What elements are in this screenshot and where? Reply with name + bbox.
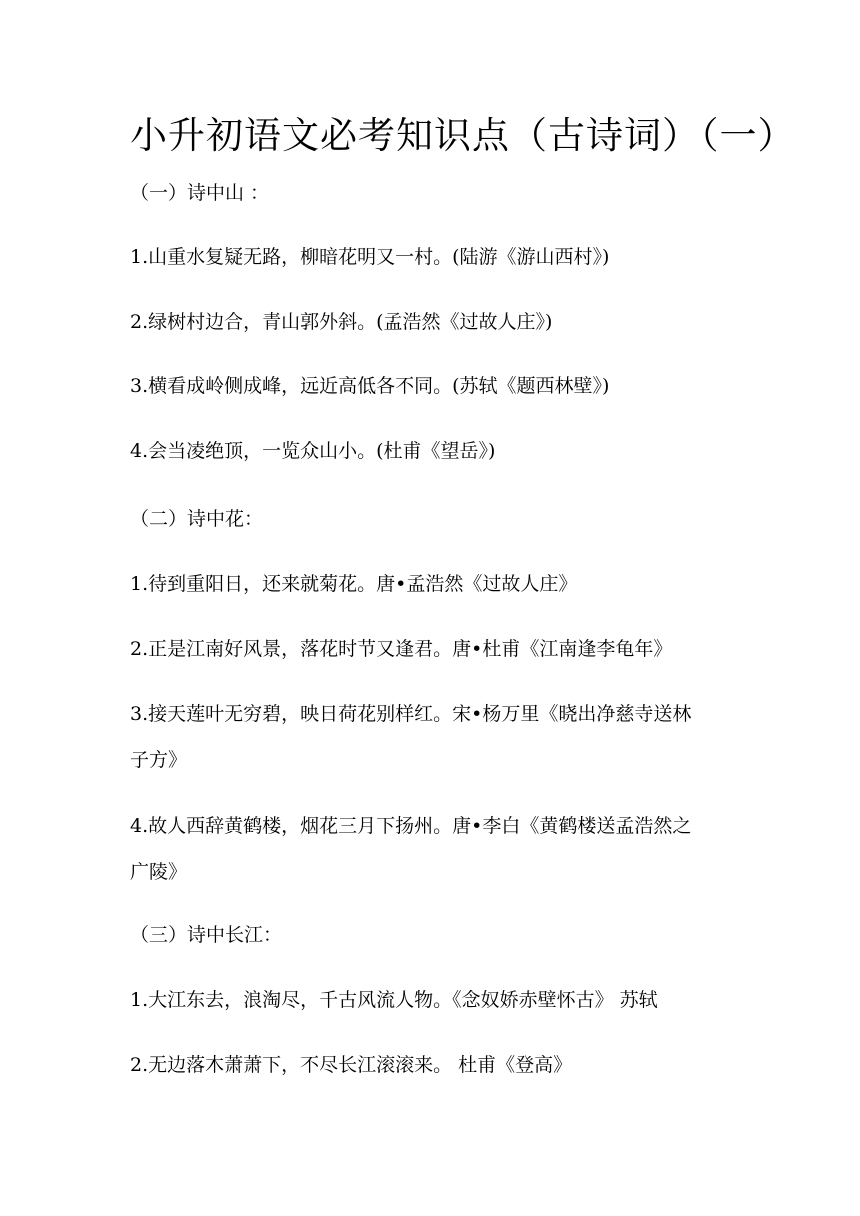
- page-title: 小升初语文必考知识点（古诗词）（一）: [130, 114, 796, 157]
- section-heading-flowers: （二）诗中花：: [130, 508, 264, 530]
- poem-line: 4.故人西辞黄鹤楼，烟花三月下扬州。唐•李白《黄鹤楼送孟浩然之: [130, 815, 692, 837]
- poem-line: 2.无边落木萧萧下，不尽长江滚滚来。 杜甫《登高》: [130, 1054, 573, 1076]
- poem-line: 3.接天莲叶无穷碧，映日荷花别样红。宋•杨万里《晓出净慈寺送林: [130, 703, 692, 725]
- poem-line-continued: 子方》: [130, 749, 188, 771]
- poem-line: 2.正是江南好风景，落花时节又逢君。唐•杜甫《江南逢李龟年》: [130, 638, 673, 660]
- poem-line: 1.山重水复疑无路，柳暗花明又一村。(陆游《游山西村》): [130, 246, 610, 268]
- poem-line-continued: 广陵》: [130, 861, 188, 883]
- poem-line: 3.横看成岭侧成峰，远近高低各不同。(苏轼《题西林壁》): [130, 375, 610, 397]
- poem-line: 2.绿树村边合，青山郭外斜。(孟浩然《过故人庄》): [130, 311, 553, 333]
- poem-line: 1.待到重阳日，还来就菊花。唐•孟浩然《过故人庄》: [130, 573, 578, 595]
- section-heading-yangtze: （三）诗中长江：: [130, 924, 283, 946]
- poem-line: 1.大江东去，浪淘尽，千古风流人物。《念奴娇赤壁怀古》 苏轼: [130, 989, 658, 1011]
- section-heading-mountains: （一）诗中山 ：: [130, 182, 270, 204]
- poem-line: 4.会当凌绝顶，一览众山小。(杜甫《望岳》): [130, 440, 496, 462]
